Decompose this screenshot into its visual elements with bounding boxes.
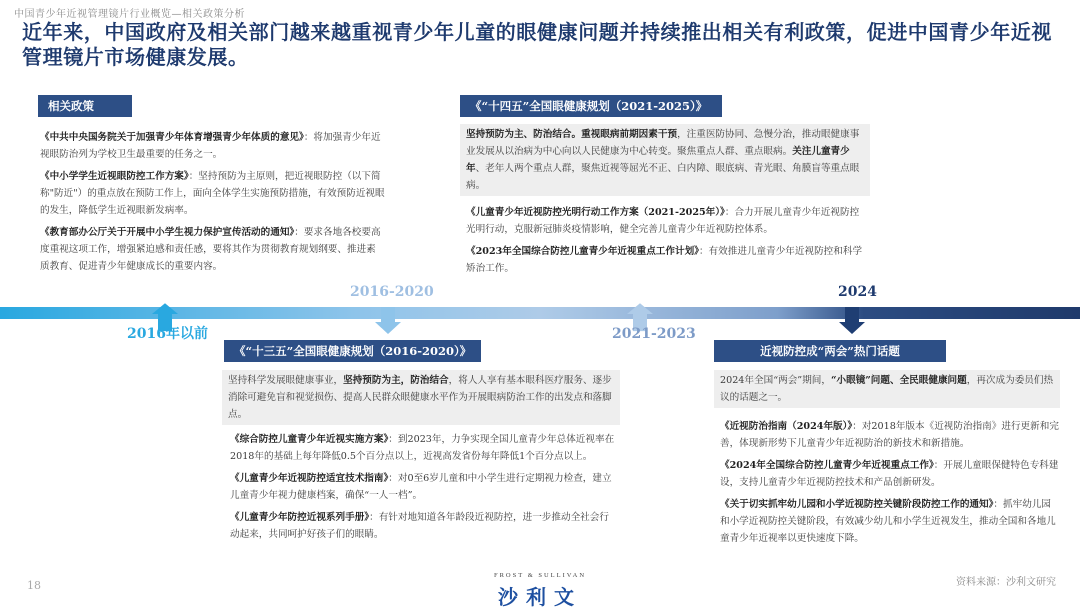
policy-text: ：到2023年，力争实现全国儿童青少年总体近视率在2018年的基础上每年降低0.5个百分点以上，近视高发省份每年降低1个百分点以上。 — [230, 434, 615, 462]
policy-text: ：抓牢幼儿园和小学近视防控关键阶段，有效减少幼儿和小学生近视发生，推动全国和各地儿童青少年近视率以更快速度下降。 — [720, 499, 1056, 544]
plan-13-intro-b: 坚持预防为主，防治结合 — [343, 375, 449, 386]
policy-name: 《儿童青少年防控近视系列手册》 — [230, 512, 370, 523]
policy-name: 《关于切实抓牢幼儿园和小学近视防控关键阶段防控工作的通知》 — [720, 499, 994, 510]
page-headline: 近年来，中国政府及相关部门越来越重视青少年儿童的眼健康问题并持续推出相关有利政策，促进中国青少年近视管理镜片市场健康发展。 — [22, 20, 1052, 69]
plan-14-intro — [460, 124, 870, 196]
year-label-2016-2020: 2016-2020 — [350, 284, 434, 300]
section-title-two-sessions: 近视防控成“两会”热门话题 — [714, 340, 946, 362]
policy-text: ：对2018年版本《近视防治指南》进行更新和完善，体现新形势下儿童青少年近视防治的新技术和新措施。 — [720, 421, 1059, 449]
breadcrumb: 中国青少年近视管理镜片行业概览—相关政策分析 — [14, 9, 245, 20]
section-title-plan-13: 《“十三五”全国眼健康规划（2016-2020）》 — [224, 340, 481, 362]
policy-item — [230, 509, 618, 543]
policy-item — [466, 243, 866, 277]
policy-name: 《教育部办公厅关于开展中小学生视力保护宣传活动的通知》 — [40, 227, 295, 238]
policy-text: ：合力开展儿童青少年近视防控光明行动，克服新冠肺炎疫情影响，健全完善儿童青少年近视防控体系。 — [466, 207, 860, 235]
policy-name: 《中小学学生近视眼防控工作方案》 — [40, 171, 189, 182]
section-title-related-policies: 相关政策 — [38, 95, 132, 117]
page-number: 18 — [27, 579, 41, 592]
source-note: 资料来源：沙利文研究 — [956, 577, 1056, 588]
plan-14-intro-d: 、老年人两个重点人群，聚焦近视等屈光不正、白内障、眼底病、青光眼、角膜盲等重点眼病。 — [466, 163, 860, 191]
policy-item — [466, 204, 866, 238]
two-sessions-intro-a: 2024年全国“两会”期间， — [720, 375, 831, 386]
logo: 沙利文 — [498, 585, 582, 609]
plan-14-intro-c: 关注儿童青少年 — [466, 146, 850, 174]
policy-text: ：有针对地知道各年龄段近视防控，进一步推动全社会行动起来，共同呵护好孩子们的眼睛。 — [230, 512, 609, 540]
policy-item — [720, 496, 1060, 547]
two-sessions-intro-b: “小眼镜”问题、全民眼健康问题 — [830, 375, 967, 386]
policy-text: ：对0至6岁儿童和中小学生进行定期视力检查，建立儿童青少年视力健康档案，确保“一人一档”。 — [230, 473, 612, 501]
year-label-2021-2023: 2021-2023 — [612, 326, 696, 342]
policy-name: 《2023年全国综合防控儿童青少年近视重点工作计划》 — [466, 246, 699, 257]
year-label-2016: 2016年以前 — [127, 326, 208, 342]
two-sessions-intro-c: ，再次成为委员们热议的话题之一。 — [720, 375, 1054, 403]
policy-text: ：要求各地各校要高度重视这项工作，增强紧迫感和责任感，要将其作为贯彻教育规划纲要、推进素质教育、促进青少年健康成长的重要内容。 — [40, 227, 381, 272]
plan-13-intro — [222, 370, 620, 425]
policy-name: 《儿童青少年近视防控光明行动工作方案（2021-2025年）》 — [466, 207, 725, 218]
logo-subtitle: FROST & SULLIVAN — [493, 572, 587, 579]
policy-item — [720, 457, 1060, 491]
plan-14-list — [466, 204, 866, 282]
policy-item — [40, 224, 385, 275]
policy-item — [230, 431, 618, 465]
year-label-2024: 2024 — [838, 284, 877, 300]
plan-13-intro-c: ，将人人享有基本眼科医疗服务、逐步消除可避免盲和视觉损伤、提高人民群众眼健康水平作为开展眼病防治工作的出发点和落脚点。 — [228, 375, 612, 420]
policy-name: 《综合防控儿童青少年近视实施方案》 — [230, 434, 389, 445]
related-policies-list — [40, 129, 385, 280]
policy-name: 《近视防治指南（2024年版）》 — [720, 421, 853, 432]
plan-14-intro-b: ，注重医防协同、急慢分治，推动眼健康事业发展从以治病为中心向以人民健康为中心转变。聚焦重点人群、重点眼病。 — [466, 129, 860, 157]
policy-item — [40, 129, 385, 163]
policy-text: ：坚持预防为主原则，把近视眼防控（以下简称"防近"）的重点放在预防工作上，面向全体学生实施预防措施，有效预防近视眼的发生，降低学生近视眼新发病率。 — [40, 171, 385, 216]
two-sessions-intro — [714, 370, 1060, 408]
policy-text: ：开展儿童眼保健特色专科建设，支持儿童青少年近视防控技术和产品创新研发。 — [720, 460, 1059, 488]
policy-item — [40, 168, 385, 219]
policy-name: 《2024年全国综合防控儿童青少年近视重点工作》 — [720, 460, 934, 471]
plan-13-intro-a: 坚持科学发展眼健康事业， — [228, 375, 344, 386]
two-sessions-list — [720, 418, 1060, 552]
plan-13-list — [230, 431, 618, 548]
policy-text: ：将加强青少年近视眼防治列为学校卫生最重要的任务之一。 — [40, 132, 381, 160]
policy-name: 《中共中央国务院关于加强青少年体育增强青少年体质的意见》 — [40, 132, 304, 143]
plan-14-intro-a: 坚持预防为主、防治结合。重视眼病前期因素干预 — [466, 129, 678, 140]
policy-name: 《儿童青少年近视防控适宜技术指南》 — [230, 473, 389, 484]
policy-item — [720, 418, 1060, 452]
section-title-plan-14: 《“十四五”全国眼健康规划（2021-2025）》 — [460, 95, 722, 117]
policy-text: ：有效推进儿童青少年近视防控和科学矫治工作。 — [466, 246, 863, 274]
policy-item — [230, 470, 618, 504]
